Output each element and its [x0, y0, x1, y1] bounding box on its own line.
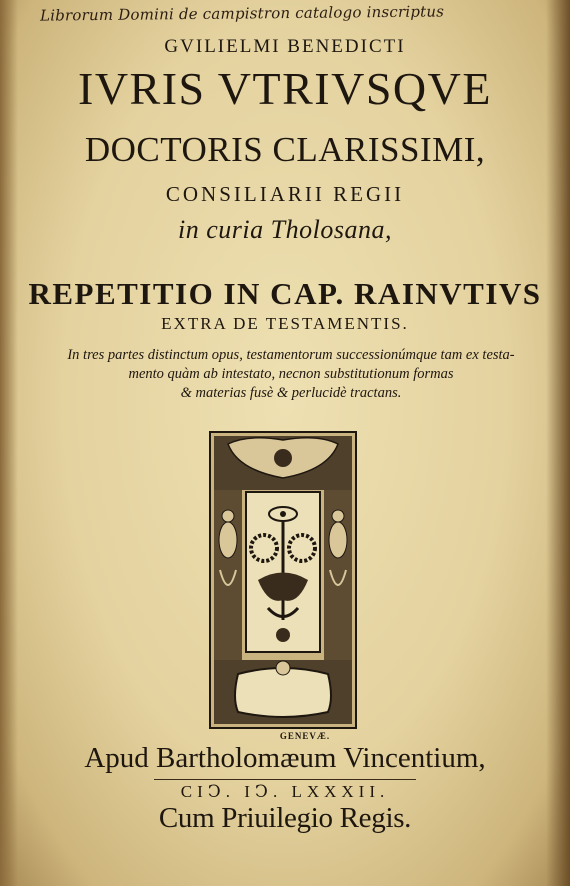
printers-device-woodcut [208, 430, 358, 730]
title-line-3: CONSILIARII REGII [165, 182, 405, 206]
description-line-2: mento quàm ab intestato, necnon substitutionum formas [128, 366, 454, 382]
description [56, 346, 526, 403]
privilege-line: Cum Priuilegio Regis. [158, 802, 412, 834]
work-subtitle: EXTRA DE TESTAMENTIS. [161, 314, 409, 333]
title-line-1: IVRIS VTRIVSQVE [78, 63, 492, 114]
work-title: REPETITIO IN CAP. RAINVTIVS [28, 276, 542, 311]
title-line-4: in curia Tholosana, [178, 215, 392, 244]
date-line: CIↃ. IↃ. LXXXII. [180, 782, 390, 801]
city-imprint: GENEVÆ. [279, 731, 331, 741]
author-line: GVILIELMI BENEDICTI [164, 36, 406, 57]
title-line-2: DOCTORIS CLARISSIMI, [84, 130, 486, 169]
description-line-3: & materias fusè & perlucidè tractans. [180, 385, 402, 401]
printer-line: Apud Bartholomæum Vincentium, [84, 742, 486, 774]
description-line-1: In tres partes distinctum opus, testamentorum successionúmque tam ex testa- [67, 347, 515, 363]
imprint-rule [154, 779, 416, 780]
manuscript-inscription: Librorum Domini de campistron catalogo inscriptus [39, 2, 445, 25]
